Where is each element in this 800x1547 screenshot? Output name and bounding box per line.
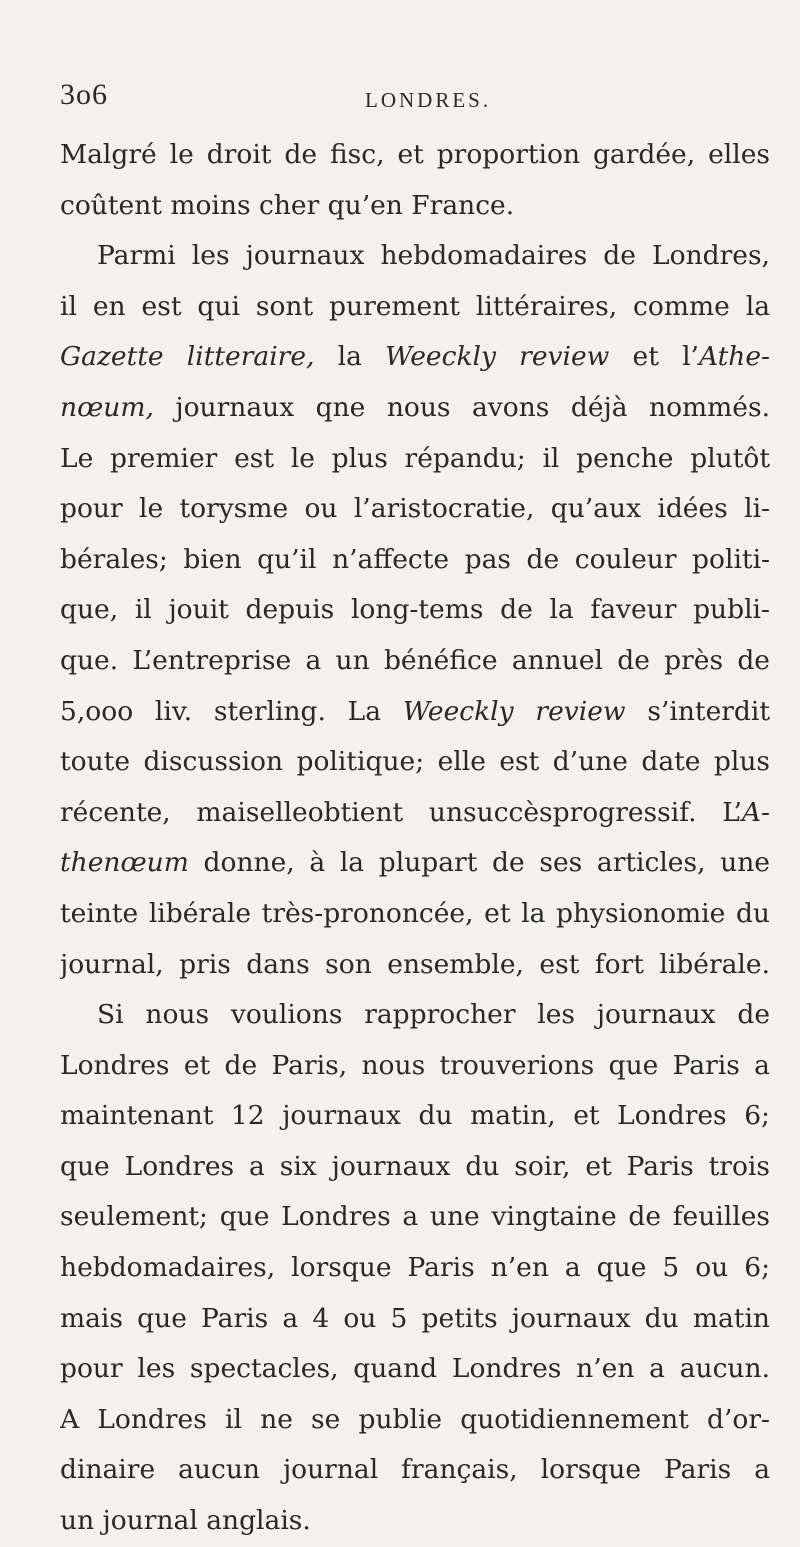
- text-line: [60, 535, 770, 586]
- text-line: [60, 1142, 770, 1193]
- text-line: [60, 737, 770, 788]
- italic-title-text: Gazette litteraire,: [60, 341, 315, 373]
- text-segment: et l’: [609, 341, 699, 373]
- text-line: [60, 130, 770, 181]
- text-segment: coûtent moins cher qu’en France.: [60, 189, 515, 221]
- text-segment: s’interdit: [625, 695, 770, 727]
- text-line: [60, 1041, 770, 1092]
- text-segment: hebdomadaires, lorsque Paris n’en a que 5 ou 6;: [60, 1252, 770, 1284]
- text-segment: A Londres il ne se publie quotidiennement d’or-: [60, 1403, 770, 1435]
- text-line: [60, 434, 770, 485]
- text-line: [60, 332, 770, 383]
- text-line: [60, 1192, 770, 1243]
- text-line: [60, 484, 770, 535]
- text-segment: pour le torysme ou l’aristocratie, qu’aux idées li-: [60, 493, 770, 525]
- text-segment: toute discussion politique; elle est d’une date plus: [60, 746, 770, 778]
- text-segment: Si nous voulions rapprocher les journaux de: [97, 999, 770, 1031]
- text-segment: Malgré le droit de fisc, et proportion gardée, elles: [60, 139, 770, 170]
- text-segment: teinte libérale très-prononcée, et la physionomie du: [60, 897, 770, 929]
- text-segment: la: [314, 341, 386, 373]
- italic-title-text: A-: [741, 796, 770, 828]
- text-segment: Parmi les journaux hebdomadaires de Londres,: [97, 240, 770, 272]
- text-line: [60, 181, 770, 232]
- text-line: [60, 383, 770, 434]
- italic-title-text: nœum,: [60, 391, 154, 423]
- text-segment: journaux qne nous avons déjà nommés.: [153, 391, 770, 423]
- text-line: [60, 1496, 770, 1547]
- text-line: [60, 1445, 770, 1496]
- body-text: [60, 130, 770, 1547]
- running-head: [60, 78, 770, 118]
- text-line: [60, 1395, 770, 1446]
- text-segment: mais que Paris a 4 ou 5 petits journaux du matin: [60, 1302, 770, 1334]
- text-line: [60, 585, 770, 636]
- text-line: [60, 231, 770, 282]
- italic-title-text: Athe-: [698, 341, 770, 373]
- text-segment: Londres et de Paris, nous trouverions que Paris a: [60, 1049, 770, 1081]
- text-line: [60, 1091, 770, 1142]
- text-segment: 5,ooo liv. sterling. La: [60, 695, 403, 727]
- text-line: [60, 1294, 770, 1345]
- text-segment: que Londres a six journaux du soir, et Paris trois: [60, 1150, 770, 1182]
- text-line: [60, 940, 770, 991]
- text-segment: dinaire aucun journal français, lorsque Paris a: [60, 1454, 770, 1486]
- text-segment: donne, à la plupart de ses articles, une: [188, 847, 770, 879]
- text-line: [60, 1243, 770, 1294]
- page-number: 3o6: [60, 78, 108, 111]
- text-segment: un journal anglais.: [60, 1505, 311, 1537]
- text-segment: que. L’entreprise a un bénéfice annuel de près de: [60, 644, 770, 676]
- text-line: [60, 1344, 770, 1395]
- text-segment: récente, maiselleobtient unsuccèsprogressif. L’: [60, 796, 742, 828]
- running-title: LONDRES.: [365, 88, 492, 112]
- text-line: [60, 838, 770, 889]
- italic-title-text: Weeckly review: [402, 695, 626, 727]
- text-line: [60, 788, 770, 839]
- text-segment: journal, pris dans son ensemble, est fort libérale.: [60, 948, 770, 980]
- text-line: [60, 889, 770, 940]
- text-line: [60, 990, 770, 1041]
- text-segment: maintenant 12 journaux du matin, et Londres 6;: [60, 1100, 770, 1132]
- text-segment: il en est qui sont purement littéraires, comme la: [60, 290, 770, 322]
- text-segment: seulement; que Londres a une vingtaine de feuilles: [60, 1201, 770, 1233]
- text-line: [60, 687, 770, 738]
- text-segment: que, il jouit depuis long-tems de la faveur publi-: [60, 594, 770, 626]
- text-segment: pour les spectacles, quand Londres n’en a aucun.: [60, 1353, 770, 1385]
- italic-title-text: Weeckly review: [385, 341, 610, 373]
- text-segment: Le premier est le plus répandu; il penche plutôt: [60, 442, 770, 474]
- text-line: [60, 636, 770, 687]
- text-line: [60, 282, 770, 333]
- italic-title-text: thenœum: [60, 847, 189, 879]
- text-segment: bérales; bien qu’il n’affecte pas de couleur politi-: [60, 543, 770, 575]
